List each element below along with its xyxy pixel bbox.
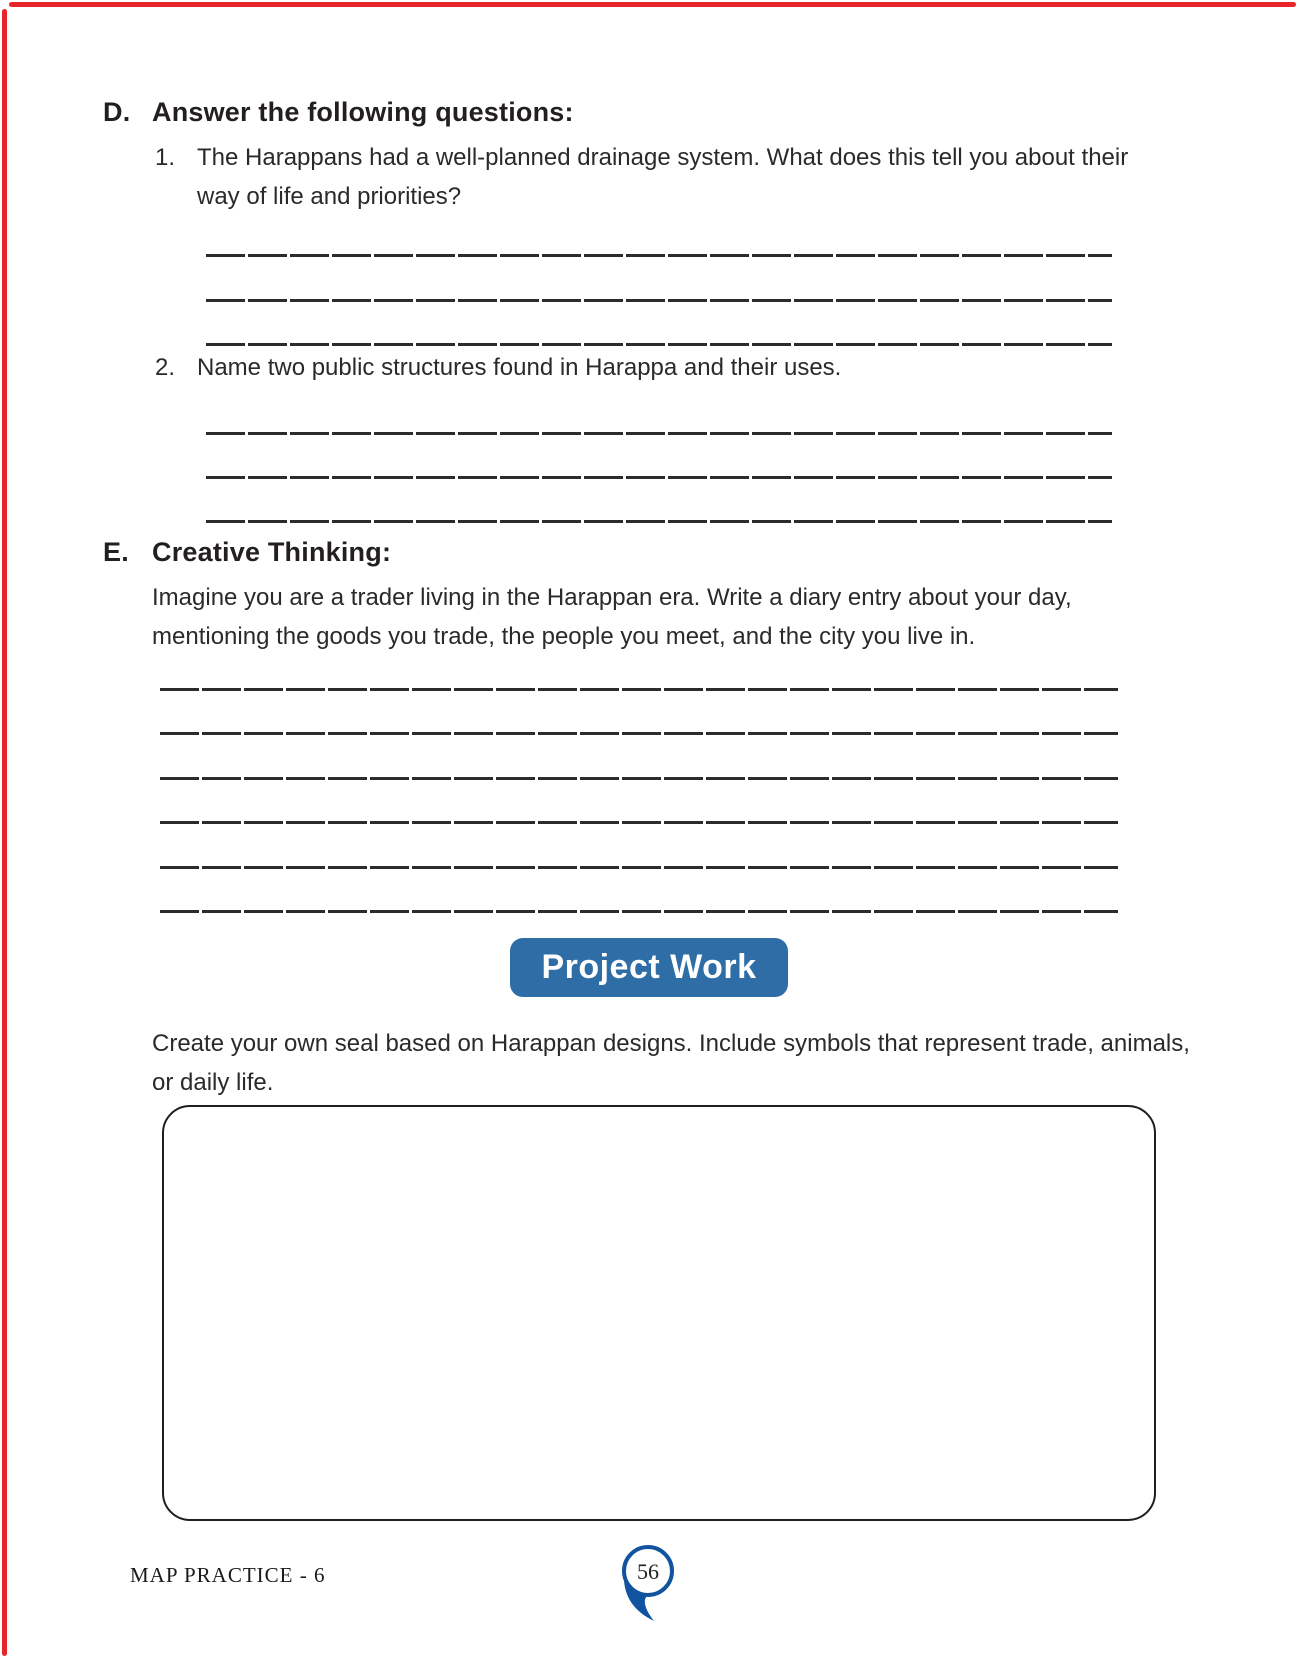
page-number-badge — [610, 1540, 686, 1624]
answer-line — [206, 520, 1112, 523]
answer-line — [160, 777, 1118, 780]
answer-line — [206, 299, 1112, 302]
section-e-title: Creative Thinking: — [152, 537, 392, 567]
section-d-title: Answer the following questions: — [152, 97, 574, 127]
section-d-letter: D. — [103, 97, 131, 127]
page-number: 56 — [637, 1559, 659, 1584]
section-e-letter: E. — [103, 537, 129, 567]
answer-line — [160, 732, 1118, 735]
question-1-text: The Harappans had a well-planned drainage system. What does this tell you about their way of life and priorities? — [197, 144, 1129, 210]
section-d-heading — [103, 96, 1203, 129]
answer-line — [160, 866, 1118, 869]
section-e-prompt: Imagine you are a trader living in the Harappan era. Write a diary entry about your day, mentioning the goods you trade, the people you meet, and the city you live in. — [152, 584, 1072, 650]
answer-line — [160, 821, 1118, 824]
question-2-number: 2. — [155, 354, 176, 381]
project-work-badge — [510, 938, 788, 997]
page-border-top — [9, 2, 1296, 7]
seal-drawing-box — [162, 1105, 1156, 1521]
answer-line — [206, 476, 1112, 479]
question-1 — [155, 138, 1147, 216]
page-border-left — [2, 9, 7, 1656]
project-work-label: Project Work — [541, 948, 757, 986]
question-2-text: Name two public structures found in Harappa and their uses. — [197, 354, 842, 381]
answer-line — [206, 254, 1112, 257]
project-work-instruction: Create your own seal based on Harappan designs. Include symbols that represent trade, animals, or daily life. — [152, 1030, 1190, 1096]
footer-book-title: MAP PRACTICE - 6 — [130, 1563, 326, 1587]
question-1-number: 1. — [155, 144, 176, 171]
answer-line — [206, 343, 1112, 346]
answer-line — [206, 432, 1112, 435]
question-2 — [155, 348, 1147, 387]
answer-line — [160, 910, 1118, 913]
section-e-heading — [103, 536, 1203, 569]
answer-line — [160, 688, 1118, 691]
